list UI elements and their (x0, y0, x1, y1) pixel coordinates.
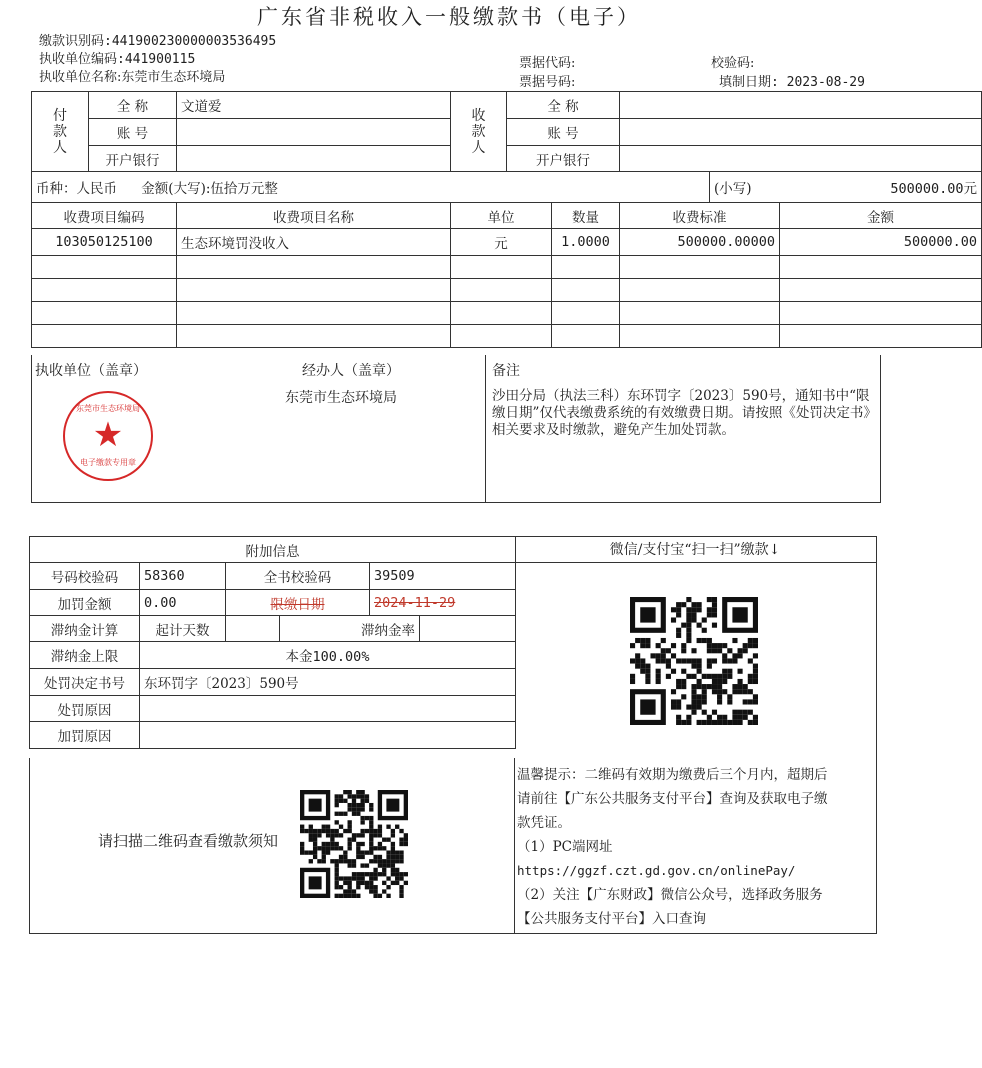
remark-label: 备注 (492, 363, 520, 379)
payment-id: 缴款识别码:441900230000003536495 (39, 34, 277, 49)
late-limit-label: 滞纳金上限 (30, 642, 140, 669)
amount-capital-text: 金额(大写):伍拾万元整 (141, 181, 278, 197)
signature-section (31, 355, 881, 503)
payer-label: 付款人 (32, 92, 89, 172)
tip-line: 请前往【广东公共服务支付平台】查询及获取电子缴 (517, 791, 828, 807)
seal-star-icon: ★ (92, 415, 124, 455)
collector-seal-label: 执收单位（盖章） (35, 363, 147, 379)
currency: 币种：人民币 (36, 181, 117, 197)
payee-account (620, 119, 982, 146)
header-quantity: 数量 (552, 203, 620, 229)
decision: 东环罚字〔2023〕590号 (140, 669, 516, 696)
start-days (226, 616, 280, 642)
payee-bank-label: 开户银行 (507, 146, 620, 172)
amount-small-label: (小写) (710, 172, 780, 203)
late-rate-label: 滞纳金率 (280, 616, 420, 642)
payee-name (620, 92, 982, 119)
header-amount: 金额 (780, 203, 982, 229)
tip-line: 【公共服务支付平台】入口查询 (517, 911, 706, 927)
payer-account-label: 账 号 (89, 119, 177, 146)
remark-text: 沙田分局（执法三科）东环罚字〔2023〕590号，通知书中“限缴日期”仅代表缴费系统的有效缴费日期。请按照《处罚决定书》相关要求及时缴款，避免产生加处罚款。 (492, 388, 877, 438)
collector-name: 执收单位名称:东莞市生态环境局 (39, 70, 226, 85)
deadline: 2024-11-29 (370, 590, 516, 616)
late-limit: 本金100.00% (140, 642, 516, 669)
late-calc-label: 滞纳金计算 (30, 616, 140, 642)
header-item-name: 收费项目名称 (177, 203, 451, 229)
payee-bank (620, 146, 982, 172)
item-amount: 500000.00 (780, 229, 982, 256)
document-title: 广东省非税收入一般缴款书（电子） (257, 5, 641, 29)
collector-code: 执收单位编码:441900115 (39, 52, 196, 67)
tips (517, 763, 874, 931)
surcharge-reason-label: 加罚原因 (30, 722, 140, 749)
notice-section (29, 758, 515, 934)
payee-account-label: 账 号 (507, 119, 620, 146)
extra-title: 附加信息 (30, 537, 516, 563)
payer-name: 文道爱 (177, 92, 451, 119)
item-code: 103050125100 (32, 229, 177, 256)
handler-label: 经办人（盖章） (302, 363, 400, 379)
deadline-label: 限缴日期 (226, 590, 370, 616)
header-item-code: 收费项目编码 (32, 203, 177, 229)
extra-info-table (29, 536, 516, 749)
num-check-label: 号码校验码 (30, 563, 140, 590)
start-days-label: 起计天数 (140, 616, 226, 642)
scan-pay-title: 微信/支付宝“扫一扫”缴款↓ (514, 537, 876, 563)
scan-notice: 请扫描二维码查看缴款须知 (98, 832, 279, 850)
seal-text-top: 东莞市生态环境局 (76, 404, 140, 413)
payer-name-label: 全 称 (89, 92, 177, 119)
item-standard: 500000.00000 (620, 229, 780, 256)
surcharge-reason (140, 722, 516, 749)
reason-label: 处罚原因 (30, 696, 140, 722)
reason (140, 696, 516, 722)
header-standard: 收费标准 (620, 203, 780, 229)
handler-value: 东莞市生态环境局 (285, 390, 397, 406)
num-check: 58360 (140, 563, 226, 590)
header-unit: 单位 (451, 203, 552, 229)
check-code: 校验码: (711, 56, 755, 71)
tip-line: 温馨提示：二维码有效期为缴费后三个月内，超期后 (517, 767, 828, 783)
notice-qr-icon[interactable] (300, 790, 408, 898)
surcharge-label: 加罚金额 (30, 590, 140, 616)
tip-line: 款凭证。 (517, 815, 571, 831)
tip-line: （1）PC端网址 (517, 839, 613, 855)
item-quantity: 1.0000 (552, 229, 620, 256)
seal-text-bottom: 电子缴款专用章 (80, 458, 136, 467)
amount-capital (32, 172, 710, 203)
payer-account (177, 119, 451, 146)
payee-name-label: 全 称 (507, 92, 620, 119)
item-unit: 元 (451, 229, 552, 256)
payer-bank (177, 146, 451, 172)
payee-label: 收款人 (451, 92, 507, 172)
payer-bank-label: 开户银行 (89, 146, 177, 172)
pc-url-link[interactable]: https://ggzf.czt.gd.gov.cn/onlinePay/ (517, 863, 796, 878)
late-rate (420, 616, 516, 642)
full-check: 39509 (370, 563, 516, 590)
official-seal (63, 391, 153, 481)
scan-pay-panel (514, 536, 877, 934)
amount-small-value: 500000.00元 (780, 172, 982, 203)
fill-date: 填制日期: 2023-08-29 (719, 75, 865, 90)
decision-label: 处罚决定书号 (30, 669, 140, 696)
full-check-label: 全书校验码 (226, 563, 370, 590)
item-name: 生态环境罚没收入 (177, 229, 451, 256)
surcharge: 0.00 (140, 590, 226, 616)
tip-line: （2）关注【广东财政】微信公众号，选择政务服务 (517, 887, 823, 903)
bill-number: 票据号码: (519, 75, 576, 90)
payment-qr-icon[interactable] (630, 597, 758, 725)
payment-table (31, 91, 982, 348)
bill-code: 票据代码: (519, 56, 576, 71)
